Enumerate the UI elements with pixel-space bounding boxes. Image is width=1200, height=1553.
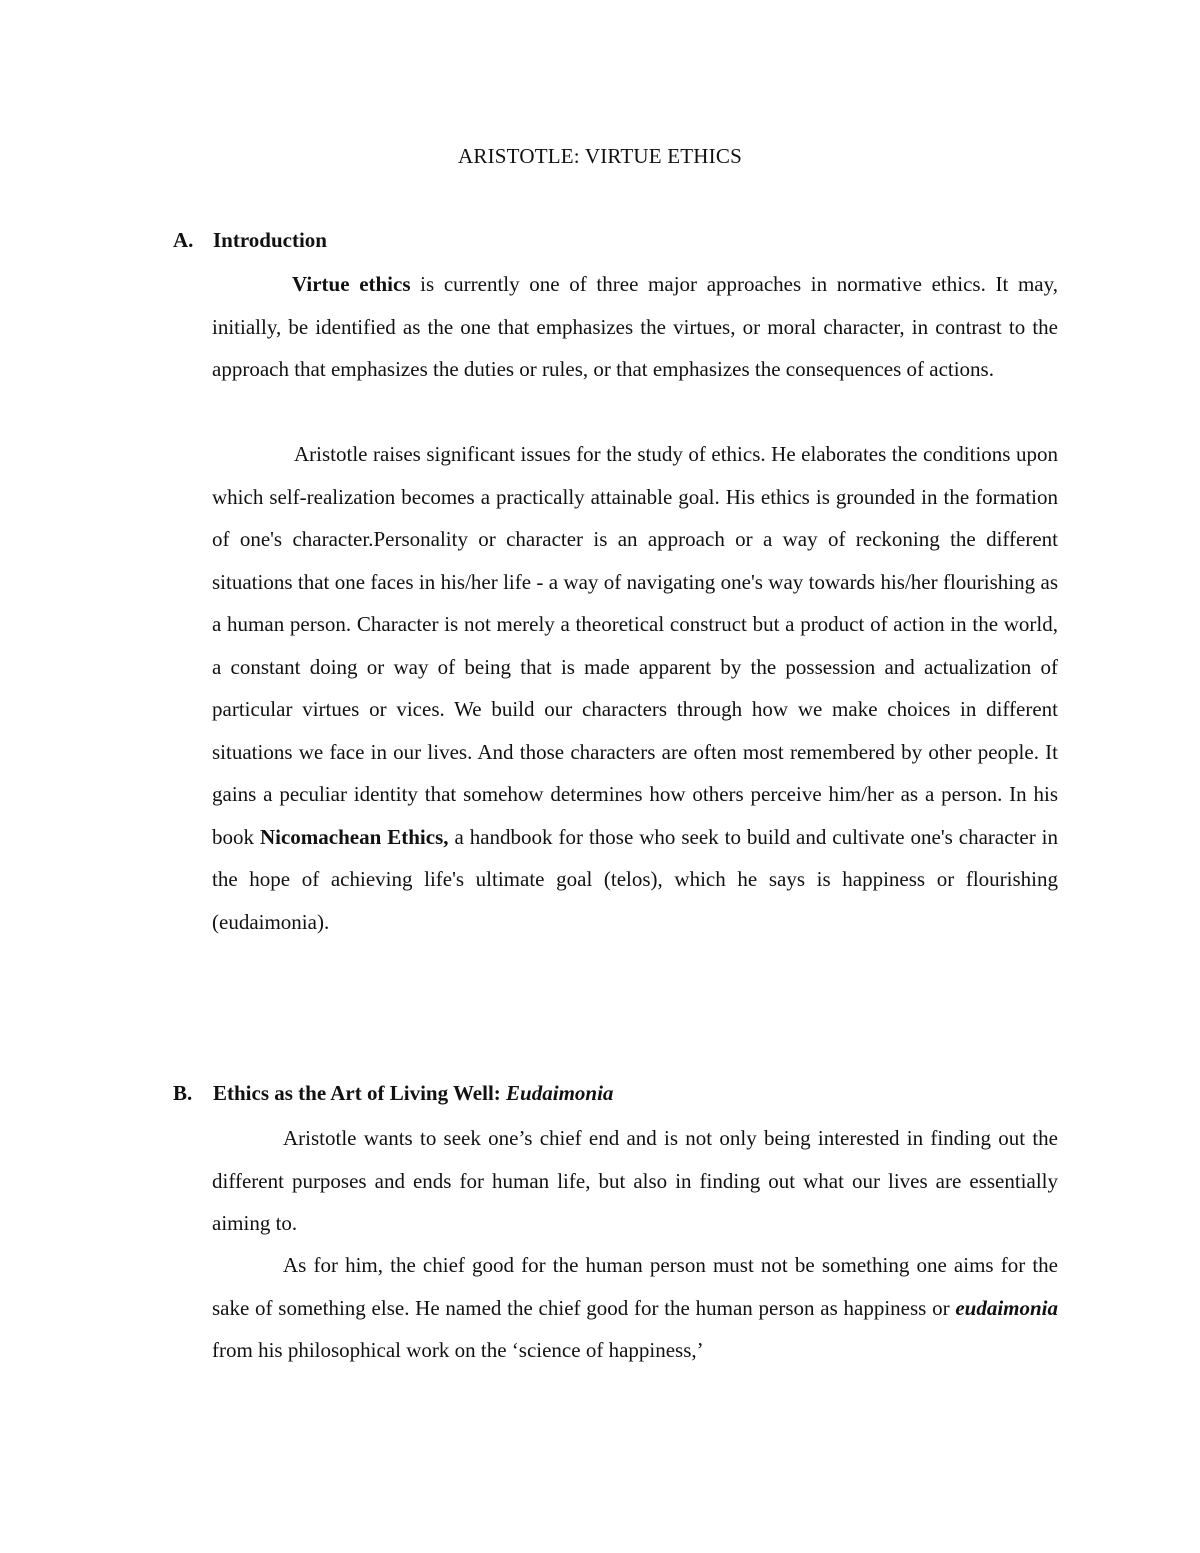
paragraph-text: a handbook for those who seek to build and cultivate one's character in the hope of achieving life's ultimate goal (telos), which he says is happiness or flourishing (eudaimonia).	[212, 824, 1058, 934]
book-title: Nicomachean Ethics,	[259, 824, 449, 849]
virtue-ethics-term: Virtue ethics	[292, 272, 411, 296]
section-b-heading	[173, 1081, 613, 1106]
section-b-paragraph-1: Aristotle wants to seek one’s chief end and is not only being interested in finding out the different purposes and ends for human life, but also in finding out what our lives are essentially aiming to.	[212, 1126, 1058, 1235]
document-title: ARISTOTLE: VIRTUE ETHICS	[458, 144, 742, 168]
section-b-title-italic: Eudaimonia	[506, 1081, 614, 1105]
section-b-paragraph-2	[212, 1244, 1058, 1372]
paragraph-text: As for him, the chief good for the human person must not be something one aims for the sake of something else. He named the chief good for the human person as happiness or	[212, 1253, 1058, 1320]
paragraph-text: from his philosophical work on the ‘science of happiness,’	[212, 1338, 704, 1362]
section-a-marker: A.	[173, 228, 194, 252]
paragraph-text: is currently one of three major approaches in normative ethics. It may, initially, be identified as the one that emphasizes the virtues, or moral character, in contrast to the approach that emphasizes the duties or rules, or that emphasizes the consequences of actions.	[212, 272, 1058, 381]
paragraph-text: Aristotle raises significant issues for the study of ethics. He elaborates the conditions upon which self-realization becomes a practically attainable goal. His ethics is grounded in the formation of one's character.Personality or character is an approach or a way of reckoning the different situations that one faces in his/her life - a way of navigating one's way towards his/her flourishing as a human person. Character is not merely a theoretical construct but a product of action in the world, a constant doing or way of being that is made apparent by the possession and actualization of particular virtues or vices. We build our characters through how we make choices in different situations we face in our lives. And those characters are often most remembered by other people. It gains a peculiar identity that somehow determines how others perceive him/her as a person. In his book	[212, 442, 1058, 849]
section-b-title: Ethics as the Art of Living Well:	[213, 1081, 507, 1105]
section-a-title: Introduction	[213, 228, 327, 252]
section-a-paragraph-2	[212, 433, 1058, 943]
section-a-heading	[173, 228, 327, 253]
eudaimonia-term: eudaimonia	[955, 1295, 1058, 1320]
section-a-paragraph-1	[212, 263, 1058, 391]
section-b-marker: B.	[173, 1081, 193, 1105]
